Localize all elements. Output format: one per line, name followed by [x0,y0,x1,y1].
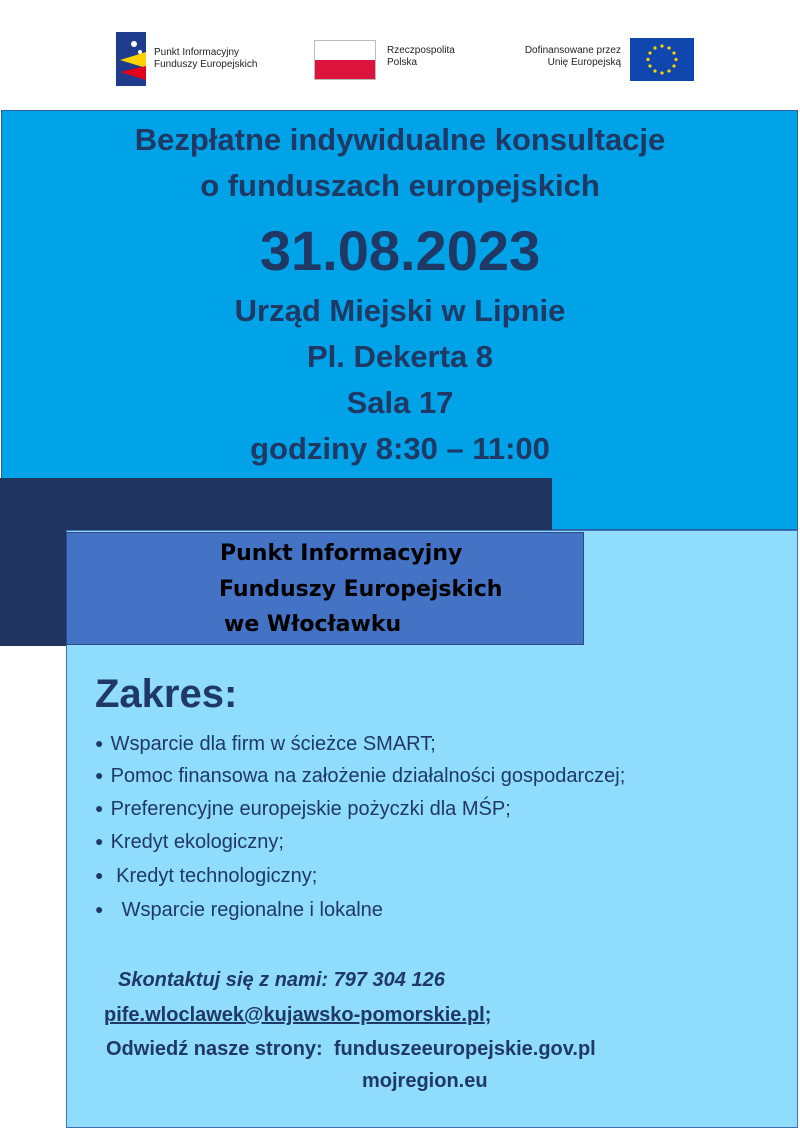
website-link-1[interactable]: funduszeeuropejskie.gov.pl [333,1038,596,1060]
scope-item-text: Kredyt technologiczny; [116,865,318,887]
contact-phone: Skontaktuj się z nami: 797 304 126 [118,969,445,991]
venue-line3: Sala 17 [346,385,454,420]
venue-line1: Urząd Miejski w Lipnie [234,293,566,328]
logo-rp-line2: Polska [387,57,418,68]
scope-item: ● Wsparcie regionalne i lokalne [95,899,383,921]
scope-item: ● Kredyt technologiczny; [95,865,318,887]
websites-line [106,1036,596,1062]
scope-item-text: Wsparcie regionalne i lokalne [121,899,383,921]
logo-pife-line1: Punkt Informacyjny [154,47,240,58]
scope-item: ● Preferencyjne europejskie pożyczki dla MŚP; [95,798,511,820]
event-title-line1: Bezpłatne indywidualne konsultacje [134,122,666,157]
scope-item: ● Kredyt ekologiczny; [95,831,284,853]
event-date: 31.08.2023 [259,219,541,282]
email-suffix: ; [484,1004,492,1026]
email-link[interactable]: pife.wloclawek@kujawsko-pomorskie.pl [104,1004,485,1026]
scope-item-text: Preferencyjne europejskie pożyczki dla MŚP; [110,798,511,820]
polish-flag-icon [314,40,376,80]
event-hours: godziny 8:30 – 11:00 [250,431,550,466]
pife-emblem-icon [116,32,148,86]
logo-rp [387,45,455,69]
logo-rp-line1: Rzeczpospolita [387,45,455,56]
logo-pife [116,32,286,88]
website-link-2[interactable]: mojregion.eu [362,1070,488,1092]
eu-flag-icon [630,38,694,81]
organizer-line3: we Włocławku [224,612,402,637]
venue-line2: Pl. Dekerta 8 [306,339,494,374]
scope-item: ● Pomoc finansowa na założenie działalności gospodarczej; [95,765,626,787]
logo-eu-line1: Dofinansowane przez [524,45,621,56]
scope-item-text: Wsparcie dla firm w ścieżce SMART; [110,733,436,755]
logo-eu-text [503,45,621,69]
logo-eu-line2: Unię Europejską [547,57,621,68]
scope-item-text: Kredyt ekologiczny; [110,831,284,853]
organizer-line1: Punkt Informacyjny [220,541,463,566]
scope-heading: Zakres: [95,672,238,716]
scope-item: ● Wsparcie dla firm w ścieżce SMART; [95,733,436,755]
websites-label: Odwiedź nasze strony: [106,1038,323,1060]
scope-item-text: Pomoc finansowa na założenie działalności gospodarczej; [110,765,626,787]
organizer-line2: Funduszy Europejskich [219,577,503,602]
logo-pife-line2: Funduszy Europejskich [154,59,258,70]
event-title-line2: o funduszach europejskich [200,168,600,203]
contact-email-line [104,1002,491,1028]
